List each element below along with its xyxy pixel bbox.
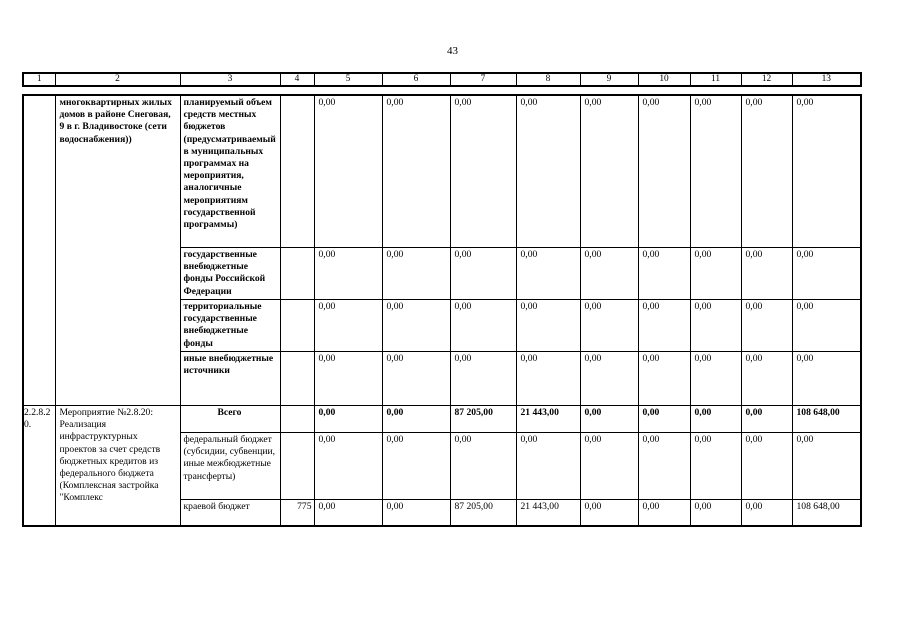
table-row [23,406,861,433]
value-cell: 0,00 [450,248,516,300]
column-header-4: 4 [280,73,314,86]
value-cell: 0,00 [690,406,741,433]
value-cell: 0,00 [690,352,741,406]
column-header-13: 13 [792,73,861,86]
code-cell [280,300,314,352]
measure-name-text: Мероприятие №2.8.20: Реализация инфраструктурных проектов за счет средств бюджетных кредитов из федерального бюджета (Комплексная застройка "Комплекс [59,407,161,504]
funding-source-cell: иные внебюджетные источники [180,352,280,406]
code-cell [280,248,314,300]
value-cell: 0,00 [690,248,741,300]
value-cell: 0,00 [638,433,690,500]
value-cell: 0,00 [690,95,741,248]
value-cell: 0,00 [450,300,516,352]
value-cell: 0,00 [580,406,638,433]
value-cell: 0,00 [382,433,450,500]
value-cell: 0,00 [792,248,861,300]
value-cell: 0,00 [516,433,580,500]
code-cell: 775 [280,500,314,527]
value-cell: 0,00 [314,406,382,433]
code-cell [280,406,314,433]
value-cell: 0,00 [450,95,516,248]
funding-source-cell: Всего [180,406,280,433]
value-cell: 0,00 [314,248,382,300]
value-cell: 0,00 [741,406,792,433]
value-cell: 0,00 [382,352,450,406]
funding-table [22,94,862,527]
row-index-cell [23,95,55,406]
value-cell: 0,00 [314,433,382,500]
column-header-5: 5 [314,73,382,86]
column-number-header [22,72,862,87]
value-cell: 0,00 [450,433,516,500]
value-cell: 21 443,00 [516,500,580,527]
value-cell: 0,00 [741,433,792,500]
value-cell: 0,00 [314,500,382,527]
value-cell: 0,00 [638,95,690,248]
value-cell: 0,00 [580,433,638,500]
value-cell: 108 648,00 [792,500,861,527]
value-cell: 0,00 [741,352,792,406]
row-index-cell [23,406,55,527]
value-cell: 0,00 [792,433,861,500]
measure-name-cell: многоквартирных жилых домов в районе Снеговая, 9 в г. Владивостоке (сети водоснабжения)) [55,95,180,406]
value-cell: 87 205,00 [450,406,516,433]
header-row [23,73,861,86]
value-cell: 0,00 [580,500,638,527]
value-cell: 0,00 [741,95,792,248]
code-cell [280,352,314,406]
value-cell: 108 648,00 [792,406,861,433]
value-cell: 0,00 [516,352,580,406]
value-cell: 0,00 [792,95,861,248]
funding-source-cell: планируемый объем средств местных бюджетов (предусматриваемый в муниципальных программах на мероприятия, аналогичные мероприятиям государственной программы) [180,95,280,248]
funding-source-cell: федеральный бюджет (субсидии, субвенции, иные межбюджетные трансферты) [180,433,280,500]
value-cell: 0,00 [314,300,382,352]
value-cell: 0,00 [741,248,792,300]
column-header-6: 6 [382,73,450,86]
column-header-7: 7 [450,73,516,86]
funding-source-cell: государственные внебюджетные фонды Российской Федерации [180,248,280,300]
value-cell: 0,00 [638,248,690,300]
value-cell: 0,00 [792,352,861,406]
value-cell: 0,00 [382,300,450,352]
value-cell: 21 443,00 [516,406,580,433]
value-cell: 0,00 [516,95,580,248]
value-cell: 0,00 [580,95,638,248]
column-header-2: 2 [55,73,180,86]
code-cell [280,433,314,500]
code-cell [280,95,314,248]
value-cell: 0,00 [792,300,861,352]
column-header-9: 9 [580,73,638,86]
page-number: 43 [447,45,458,57]
value-cell: 0,00 [382,500,450,527]
column-header-11: 11 [690,73,741,86]
value-cell: 0,00 [638,352,690,406]
value-cell: 0,00 [690,300,741,352]
column-header-8: 8 [516,73,580,86]
value-cell: 0,00 [741,300,792,352]
funding-source-cell: краевой бюджет [180,500,280,527]
funding-source-cell: территориальные государственные внебюджетные фонды [180,300,280,352]
value-cell: 0,00 [382,248,450,300]
table-row [23,95,861,248]
value-cell: 87 205,00 [450,500,516,527]
value-cell: 0,00 [516,248,580,300]
value-cell: 0,00 [314,95,382,248]
value-cell: 0,00 [382,95,450,248]
value-cell: 0,00 [580,352,638,406]
value-cell: 0,00 [690,500,741,527]
value-cell: 0,00 [580,300,638,352]
value-cell: 0,00 [638,500,690,527]
column-header-3: 3 [180,73,280,86]
column-header-1: 1 [23,73,55,86]
value-cell: 0,00 [638,300,690,352]
value-cell: 0,00 [516,300,580,352]
value-cell: 0,00 [741,500,792,527]
column-header-10: 10 [638,73,690,86]
measure-name-cell [55,406,180,527]
value-cell: 0,00 [314,352,382,406]
value-cell: 0,00 [638,406,690,433]
value-cell: 0,00 [382,406,450,433]
row-index-label: 2.2.8.20. [24,407,51,431]
value-cell: 0,00 [450,352,516,406]
column-header-12: 12 [741,73,792,86]
value-cell: 0,00 [580,248,638,300]
value-cell: 0,00 [690,433,741,500]
